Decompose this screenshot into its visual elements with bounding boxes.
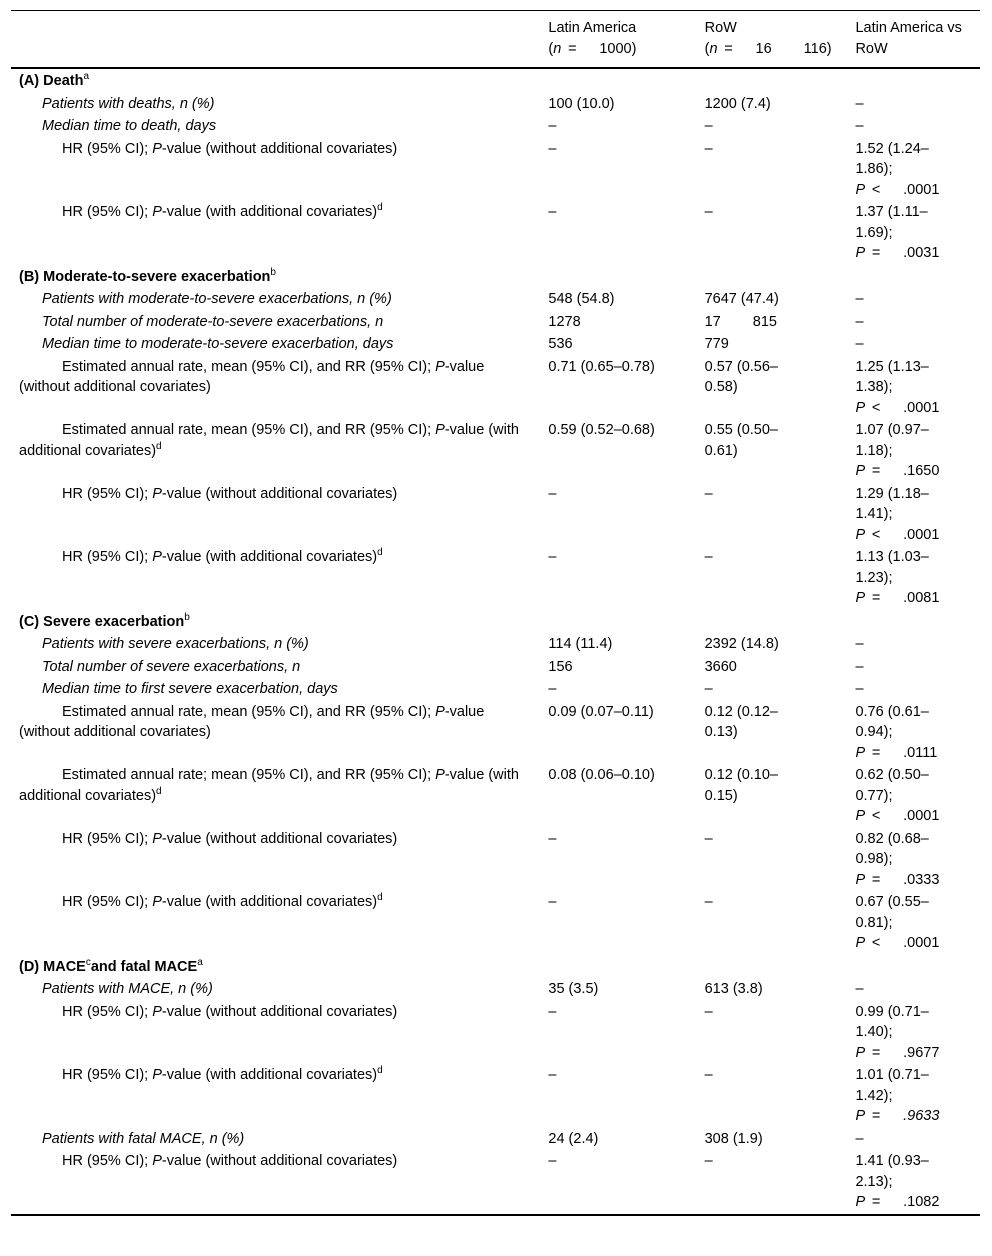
table-row: Patients with fatal MACE, n (%) 24 (2.4) 308 (1.9) – <box>42 1130 864 1147</box>
header-la-n: 1000 <box>599 40 632 57</box>
header-row-title: RoW <box>704 20 737 36</box>
section-header-mace: (D) MACE$^c$and fatal MACE$^a$ <box>19 956 203 975</box>
header-comparison: Latin America vs RoW <box>855 20 962 57</box>
table-row: Patients with severe exacerbations, n (%) 114 (11.4) 2392 (14.8) – <box>42 636 864 652</box>
table-row: HR (95% CI); P-value (with additional covariates)$^d$ – – 1.13 (1.03– 1.23); P = .0081 <box>62 547 940 606</box>
section-header-severe: (C) Severe exacerbation$^b$ <box>19 611 190 630</box>
table-row: Estimated annual rate, mean (95% CI), and RR (95% CI); P-value (without additional covariates) 0.71 (0.65–0.78) 0.57 (0.56– 0.58) 1.25 (1.13– 1.38); P < .0001 <box>19 358 940 416</box>
table-row: HR (95% CI); P-value (without additional covariates) – – 0.82 (0.68– 0.98); P = .0333 <box>62 830 940 888</box>
table-row: Estimated annual rate; mean (95% CI), and RR (95% CI); P-value (with additional covariates)$^d$ 0.08 (0.06–0.10) 0.12 (0.10– 0.15) 0.62 (0.50– 0.77); P < .0001 <box>19 767 940 824</box>
header-row-n2: 116 <box>803 40 827 57</box>
header-la-title: Latin America <box>548 20 637 36</box>
table-row: HR (95% CI); P-value (without additional covariates) – – 0.99 (0.71– 1.40); P = .9677 <box>62 1003 940 1061</box>
table-row: Patients with MACE, n (%) 35 (3.5) 613 (3.8) – <box>42 981 864 997</box>
section-header-death: (A) Death$^a$ <box>19 71 90 89</box>
header-row-n1: 16 <box>755 40 772 57</box>
header-latin-america: Latin America (n = 1000) <box>548 20 637 57</box>
table-row: HR (95% CI); P-value (without additional covariates) – – 1.29 (1.18– 1.41); P < .0001 <box>62 485 940 543</box>
table-row: Estimated annual rate, mean (95% CI), and RR (95% CI); P-value (with additional covariates)$^d$ 0.59 (0.52–0.68) 0.55 (0.50– 0.61) 1.07 (0.97– 1.18); P = .1650 <box>19 422 940 479</box>
table-row: Patients with moderate-to-severe exacerbations, n (%) 548 (54.8) 7647 (47.4) – <box>42 291 864 307</box>
table-row: Median time to death, days – – – <box>42 118 864 134</box>
table-row: Estimated annual rate, mean (95% CI), and RR (95% CI); P-value (without additional covariates) 0.09 (0.07–0.11) 0.12 (0.12– 0.13) 0.76 (0.61– 0.94); P = .0111 <box>19 703 938 761</box>
table-row: HR (95% CI); P-value (with additional covariates)$^d$ – – 0.67 (0.55– 0.81); P < .0001 <box>62 892 940 951</box>
header-blank <box>11 11 540 69</box>
table-row: HR (95% CI); P-value (without additional covariates) – – 1.52 (1.24– 1.86); P < .0001 <box>62 140 940 198</box>
section-header-moderate-severe: (B) Moderate-to-severe exacerbation$^b$ <box>19 266 276 285</box>
table-header-row <box>11 11 980 69</box>
table-row: HR (95% CI); P-value (with additional covariates)$^d$ – – 1.37 (1.11– 1.69); P = .0031 <box>62 202 940 261</box>
table-row: HR (95% CI); P-value (with additional covariates)$^d$ – – 1.01 (0.71– 1.42); P = .9633 <box>62 1065 940 1124</box>
table-row: HR (95% CI); P-value (without additional covariates) – – 1.41 (0.93– 2.13); P = .1082 <box>11 1150 980 1215</box>
table-row: Total number of moderate-to-severe exacerbations, n 1278 17 815 – <box>42 313 864 330</box>
table-row: Median time to moderate-to-severe exacerbation, days 536 779 – <box>42 336 864 352</box>
table-row: Patients with deaths, n (%) 100 (10.0) 1200 (7.4) – <box>42 95 864 112</box>
header-row: RoW (n = 16 116) <box>704 20 832 57</box>
table-row: Total number of severe exacerbations, n 156 3660 – <box>42 658 864 675</box>
table-row: Median time to first severe exacerbation, days – – – <box>42 681 864 697</box>
results-table <box>11 10 980 1216</box>
